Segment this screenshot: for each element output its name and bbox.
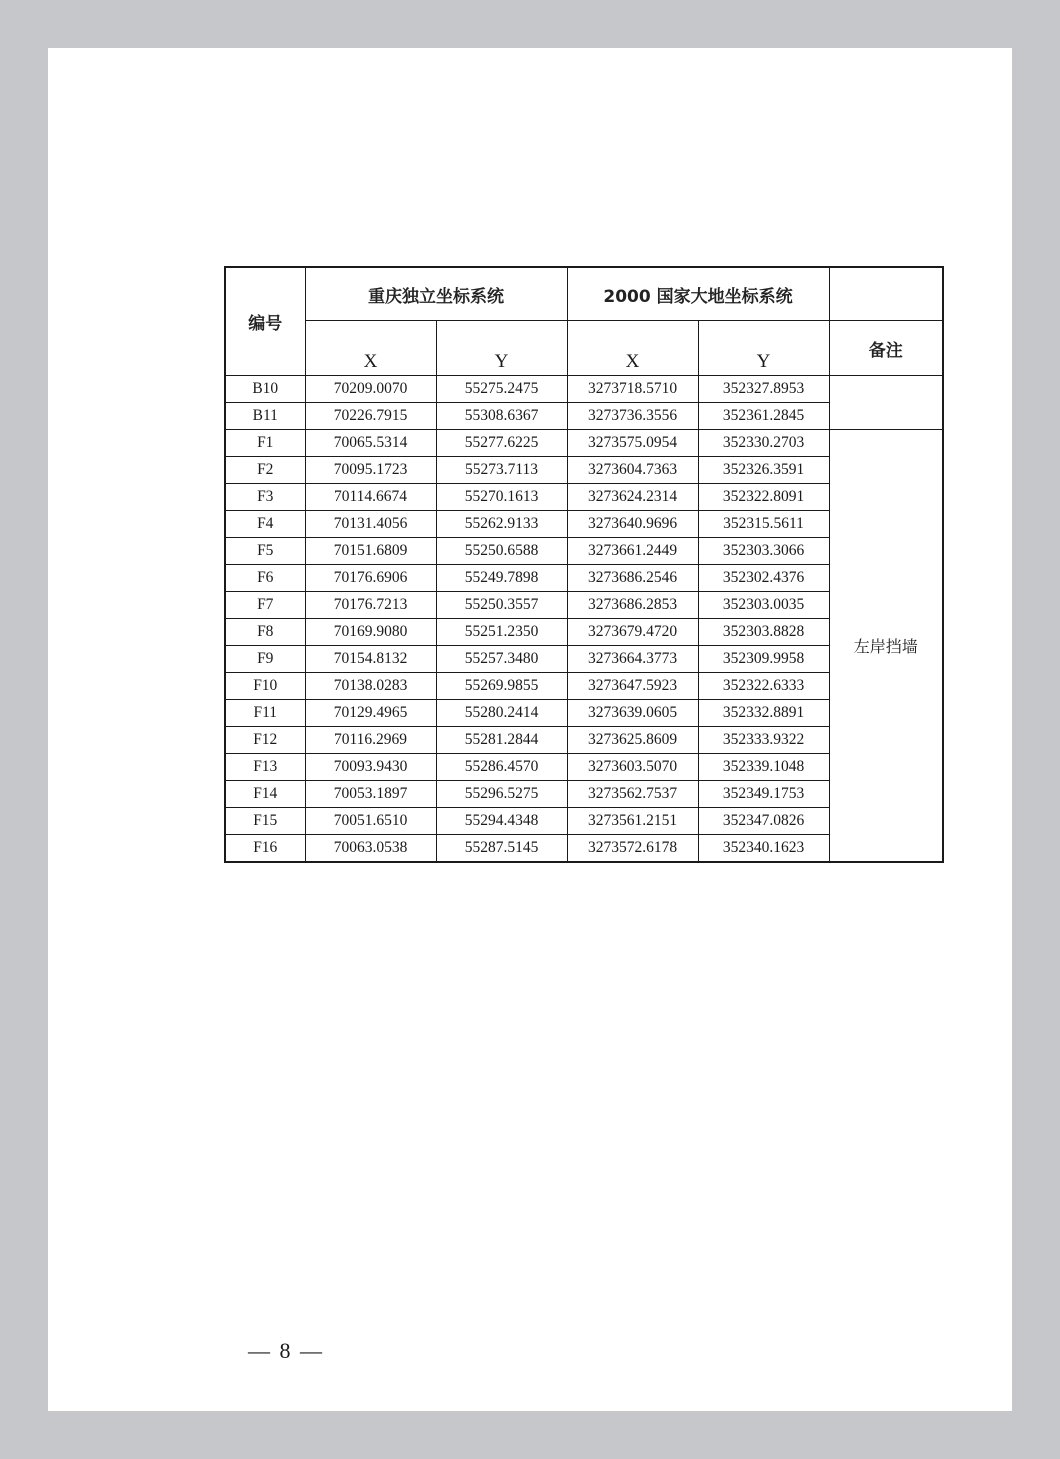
cell-x1: 70065.5314 bbox=[305, 430, 436, 457]
cell-y2: 352349.1753 bbox=[698, 781, 829, 808]
cell-x2: 3273575.0954 bbox=[567, 430, 698, 457]
cell-x1: 70116.2969 bbox=[305, 727, 436, 754]
cell-x2: 3273562.7537 bbox=[567, 781, 698, 808]
cell-x1: 70226.7915 bbox=[305, 403, 436, 430]
coordinate-table bbox=[224, 266, 944, 863]
cell-id: B10 bbox=[225, 376, 305, 403]
cell-y2: 352326.3591 bbox=[698, 457, 829, 484]
cell-y2: 352303.0035 bbox=[698, 592, 829, 619]
cell-id: F10 bbox=[225, 673, 305, 700]
cell-y1: 55251.2350 bbox=[436, 619, 567, 646]
cell-id: F2 bbox=[225, 457, 305, 484]
cell-x2: 3273686.2546 bbox=[567, 565, 698, 592]
cell-x2: 3273679.4720 bbox=[567, 619, 698, 646]
cell-y2: 352347.0826 bbox=[698, 808, 829, 835]
cell-y1: 55296.5275 bbox=[436, 781, 567, 808]
cell-id: F3 bbox=[225, 484, 305, 511]
cell-id: F7 bbox=[225, 592, 305, 619]
cell-y2: 352322.8091 bbox=[698, 484, 829, 511]
cell-y2: 352302.4376 bbox=[698, 565, 829, 592]
cell-x2: 3273624.2314 bbox=[567, 484, 698, 511]
cell-id: F12 bbox=[225, 727, 305, 754]
cell-x2: 3273625.8609 bbox=[567, 727, 698, 754]
remark-b-group bbox=[829, 376, 943, 430]
document-page bbox=[48, 48, 1012, 1411]
cell-x1: 70063.0538 bbox=[305, 835, 436, 863]
cell-id: F5 bbox=[225, 538, 305, 565]
cell-id: F1 bbox=[225, 430, 305, 457]
cell-id: F8 bbox=[225, 619, 305, 646]
cell-x2: 3273603.5070 bbox=[567, 754, 698, 781]
cell-y1: 55281.2844 bbox=[436, 727, 567, 754]
remark-left-bank-retaining-wall: 左岸挡墙 bbox=[829, 430, 943, 863]
cell-x1: 70093.9430 bbox=[305, 754, 436, 781]
cell-y2: 352327.8953 bbox=[698, 376, 829, 403]
cell-y2: 352333.9322 bbox=[698, 727, 829, 754]
cell-x1: 70209.0070 bbox=[305, 376, 436, 403]
cell-x1: 70176.6906 bbox=[305, 565, 436, 592]
cell-x1: 70151.6809 bbox=[305, 538, 436, 565]
header-y-chongqing: Y bbox=[436, 321, 567, 376]
cell-y1: 55270.1613 bbox=[436, 484, 567, 511]
cell-y2: 352330.2703 bbox=[698, 430, 829, 457]
cell-x1: 70129.4965 bbox=[305, 700, 436, 727]
cell-y1: 55262.9133 bbox=[436, 511, 567, 538]
cell-x2: 3273664.3773 bbox=[567, 646, 698, 673]
cell-id: F13 bbox=[225, 754, 305, 781]
cell-x1: 70095.1723 bbox=[305, 457, 436, 484]
cell-y1: 55294.4348 bbox=[436, 808, 567, 835]
header-x-chongqing: X bbox=[305, 321, 436, 376]
cell-y1: 55257.3480 bbox=[436, 646, 567, 673]
cell-y2: 352309.9958 bbox=[698, 646, 829, 673]
header-chongqing-system: 重庆独立坐标系统 bbox=[305, 267, 567, 321]
page-number: — 8 — bbox=[248, 1338, 324, 1363]
cell-y1: 55287.5145 bbox=[436, 835, 567, 863]
cell-y1: 55280.2414 bbox=[436, 700, 567, 727]
cell-x1: 70114.6674 bbox=[305, 484, 436, 511]
cell-y1: 55277.6225 bbox=[436, 430, 567, 457]
cell-x2: 3273661.2449 bbox=[567, 538, 698, 565]
cell-x2: 3273718.5710 bbox=[567, 376, 698, 403]
cell-y1: 55308.6367 bbox=[436, 403, 567, 430]
cell-id: B11 bbox=[225, 403, 305, 430]
cell-y1: 55250.6588 bbox=[436, 538, 567, 565]
cell-id: F6 bbox=[225, 565, 305, 592]
cell-y2: 352303.3066 bbox=[698, 538, 829, 565]
cell-y1: 55250.3557 bbox=[436, 592, 567, 619]
cell-x1: 70176.7213 bbox=[305, 592, 436, 619]
table-body bbox=[225, 376, 943, 863]
cell-y1: 55269.9855 bbox=[436, 673, 567, 700]
cell-x2: 3273561.2151 bbox=[567, 808, 698, 835]
cell-y1: 55275.2475 bbox=[436, 376, 567, 403]
cell-y1: 55249.7898 bbox=[436, 565, 567, 592]
cell-y2: 352332.8891 bbox=[698, 700, 829, 727]
header-cgcs2000-system: 2000 国家大地坐标系统 bbox=[567, 267, 829, 321]
cell-id: F14 bbox=[225, 781, 305, 808]
cell-id: F16 bbox=[225, 835, 305, 863]
table-row bbox=[225, 376, 943, 403]
header-remark: 备注 bbox=[829, 321, 943, 376]
cell-y1: 55273.7113 bbox=[436, 457, 567, 484]
cell-x1: 70053.1897 bbox=[305, 781, 436, 808]
cell-y2: 352339.1048 bbox=[698, 754, 829, 781]
header-id: 编号 bbox=[225, 267, 305, 376]
header-x-cgcs2000: X bbox=[567, 321, 698, 376]
cell-y2: 352340.1623 bbox=[698, 835, 829, 863]
cell-id: F15 bbox=[225, 808, 305, 835]
cell-id: F11 bbox=[225, 700, 305, 727]
cell-x2: 3273572.6178 bbox=[567, 835, 698, 863]
cell-y2: 352361.2845 bbox=[698, 403, 829, 430]
cell-y1: 55286.4570 bbox=[436, 754, 567, 781]
cell-x2: 3273736.3556 bbox=[567, 403, 698, 430]
cell-x2: 3273647.5923 bbox=[567, 673, 698, 700]
cell-x2: 3273686.2853 bbox=[567, 592, 698, 619]
cell-id: F4 bbox=[225, 511, 305, 538]
cell-x1: 70131.4056 bbox=[305, 511, 436, 538]
header-blank bbox=[829, 267, 943, 321]
cell-x2: 3273639.0605 bbox=[567, 700, 698, 727]
cell-x1: 70051.6510 bbox=[305, 808, 436, 835]
cell-x2: 3273604.7363 bbox=[567, 457, 698, 484]
cell-y2: 352315.5611 bbox=[698, 511, 829, 538]
cell-id: F9 bbox=[225, 646, 305, 673]
cell-x1: 70154.8132 bbox=[305, 646, 436, 673]
table-row bbox=[225, 430, 943, 457]
cell-x2: 3273640.9696 bbox=[567, 511, 698, 538]
cell-x1: 70138.0283 bbox=[305, 673, 436, 700]
cell-y2: 352303.8828 bbox=[698, 619, 829, 646]
cell-y2: 352322.6333 bbox=[698, 673, 829, 700]
header-y-cgcs2000: Y bbox=[698, 321, 829, 376]
cell-x1: 70169.9080 bbox=[305, 619, 436, 646]
